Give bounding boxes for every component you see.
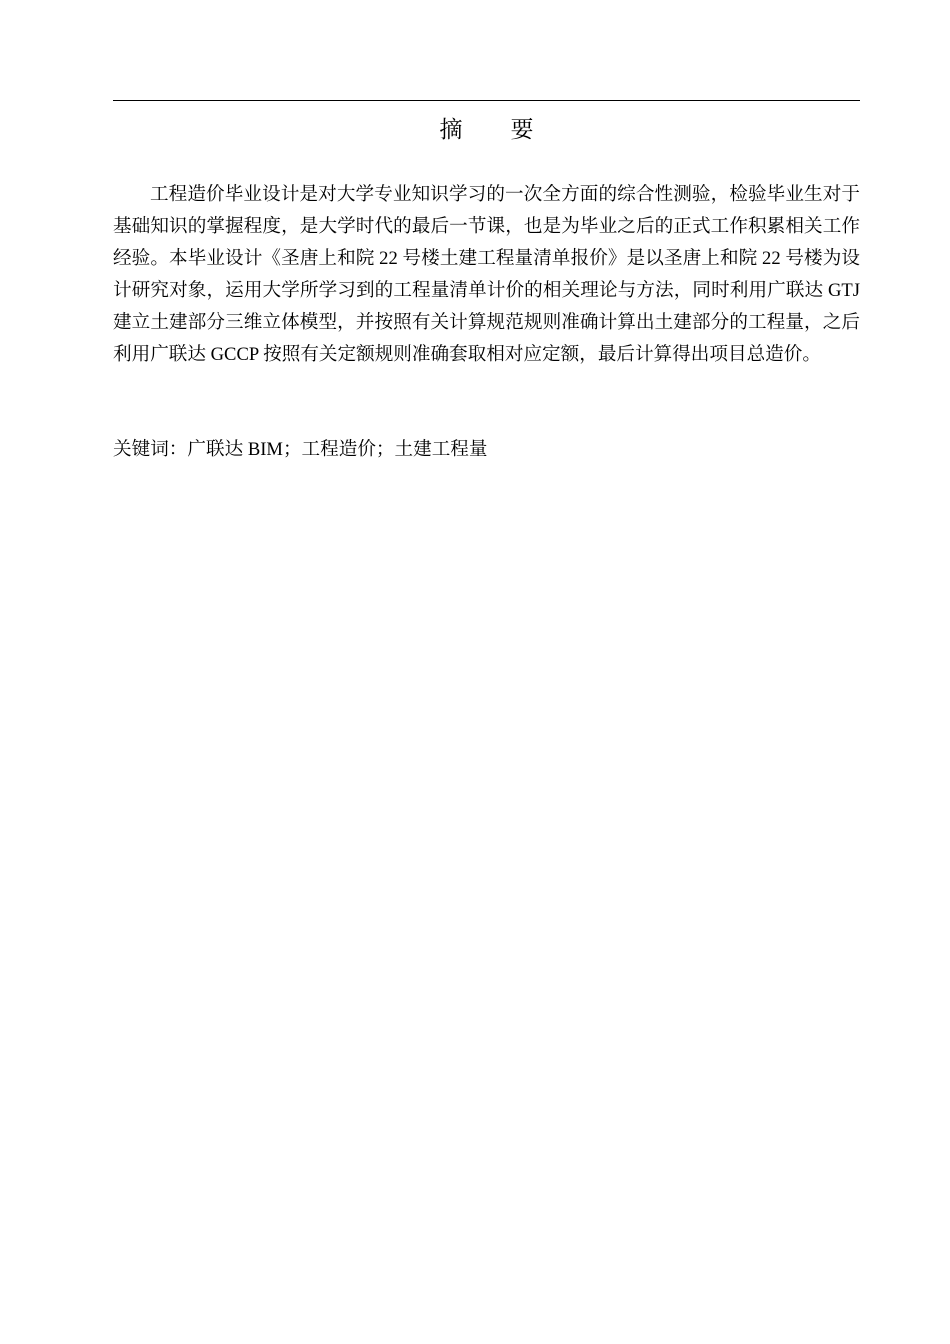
keywords-list: 广联达 BIM；工程造价；土建工程量 xyxy=(187,439,488,460)
keywords-line xyxy=(113,434,860,466)
abstract-title-char-2: 要 xyxy=(510,117,534,143)
header-rule xyxy=(113,100,860,101)
abstract-body: 工程造价毕业设计是对大学专业知识学习的一次全方面的综合性测验，检验毕业生对于基础知识的掌握程度，是大学时代的最后一节课，也是为毕业之后的正式工作积累相关工作经验。本毕业设计《圣唐上和院 22 号楼土建工程量清单报价》是以圣唐上和院 22 号楼为设计研究对象，运用大学所学习到的工程量清单计价的相关理论与方法，同时利用广联达 GTJ 建立土建部分三维立体模型，并按照有关计算规范规则准确计算出土建部分的工程量，之后利用广联达 GCCP 按照有关定额规则准确套取相对应定额，最后计算得出项目总造价。 xyxy=(113,184,860,365)
abstract-title-char-1: 摘 xyxy=(439,117,463,143)
abstract-title xyxy=(113,113,860,147)
keywords-label: 关键词： xyxy=(113,439,188,460)
